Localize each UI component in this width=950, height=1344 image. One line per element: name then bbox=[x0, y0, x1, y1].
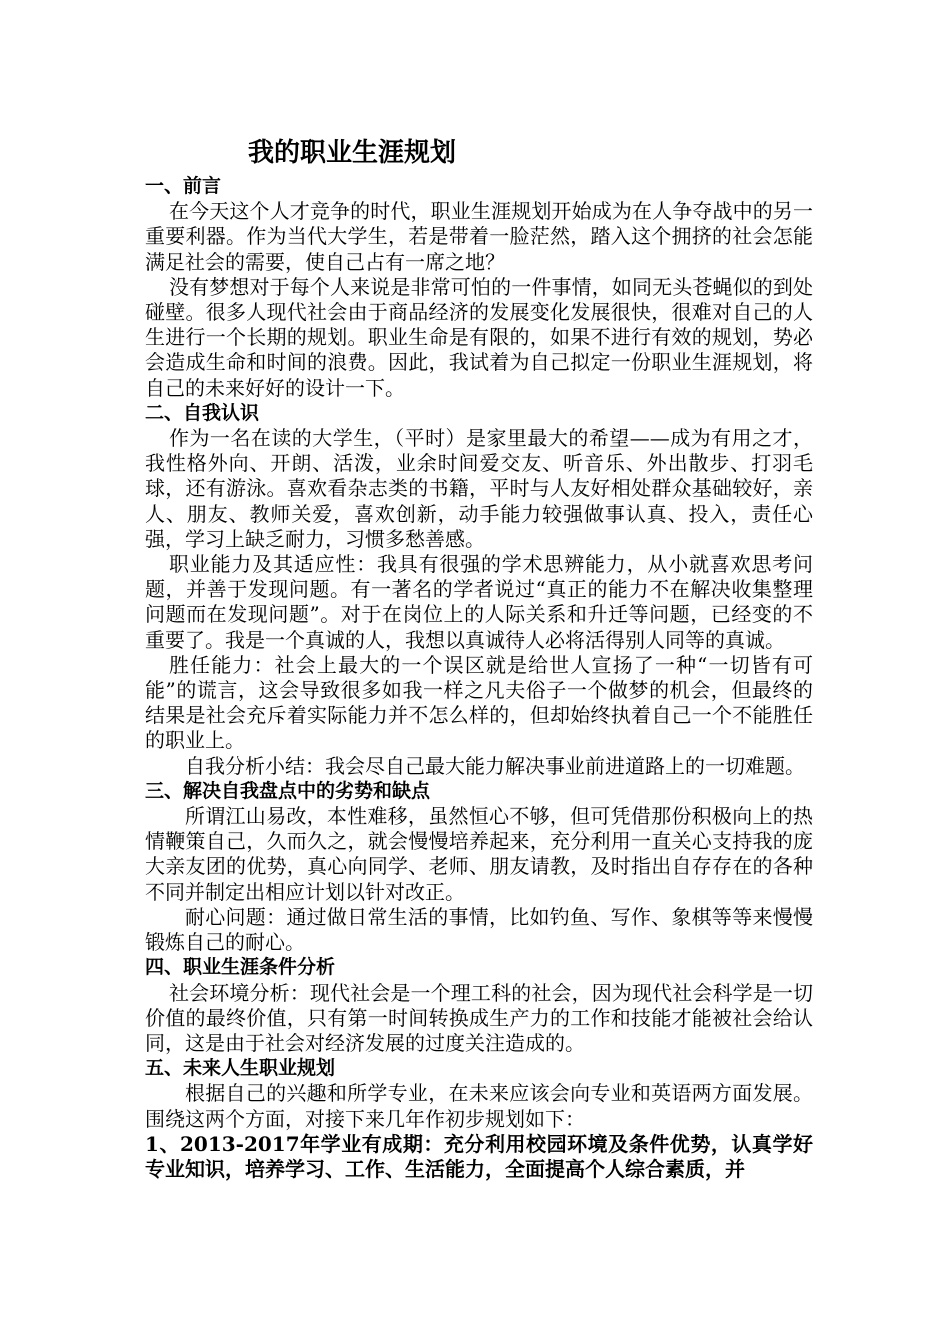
paragraph: 职业能力及其适应性：我具有很强的学术思辨能力，从小就喜欢思考问题，并善于发现问题。有一著名的学者说过“真正的能力不在解决收集整理问题而在发现问题”。对于在岗位上的人际关系和升迁等问题，已经变的不重要了。我是一个真诚的人，我想以真诚待人必将活得别人同等的真诚。 bbox=[145, 552, 813, 652]
paragraph: 根据自己的兴趣和所学专业，在未来应该会向专业和英语两方面发展。围绕这两个方面，对接下来几年作初步规划如下： bbox=[145, 1081, 813, 1131]
section-heading-future-plan: 五、未来人生职业规划 bbox=[145, 1057, 336, 1080]
document-page bbox=[145, 130, 813, 1182]
paragraph: 耐心问题：通过做日常生活的事情，比如钓鱼、写作、象棋等等来慢慢锻炼自己的耐心。 bbox=[145, 904, 813, 955]
section-heading-weaknesses: 三、解决自我盘点中的劣势和缺点 bbox=[145, 779, 431, 802]
paragraph: 没有梦想对于每个人来说是非常可怕的一件事情，如同无头苍蝇似的到处碰壁。很多人现代社会由于商品经济的发展变化发展很快，很难对自己的人生进行一个长期的规划。职业生命是有限的，如果不进行有效的规划，势必会造成生命和时间的浪费。因此，我试着为自己拟定一份职业生涯规划，将自己的未来好好的设计一下。 bbox=[145, 274, 813, 400]
paragraph: 在今天这个人才竞争的时代，职业生涯规划开始成为在人争夺战中的另一重要利器。作为当代大学生，若是带着一脸茫然，踏入这个拥挤的社会怎能满足社会的需要，使自己占有一席之地？ bbox=[145, 199, 813, 274]
paragraph: 自我分析小结：我会尽自己最大能力解决事业前进道路上的一切难题。 bbox=[185, 753, 805, 778]
paragraph: 胜任能力：社会上最大的一个误区就是给世人宣扬了一种“一切皆有可能”的谎言，这会导致很多如我一样之凡夫俗子一个做梦的机会，但最终的结果是社会充斥着实际能力并不怎么样的，但却始终执着自己一个不能胜任的职业上。 bbox=[145, 652, 813, 753]
document-title: 我的职业生涯规划 bbox=[248, 138, 457, 168]
paragraph-plan-item: 1、2013-2017年学业有成期：充分利用校园环境及条件优势，认真学好专业知识，培养学习、工作、生活能力，全面提高个人综合素质，并 bbox=[145, 1131, 813, 1181]
paragraph: 所谓江山易改，本性难移，虽然恒心不够，但可凭借那份积极向上的热情鞭策自己，久而久之，就会慢慢培养起来，充分利用一直关心支持我的庞大亲友团的优势，真心向同学、老师、朋友请教，及时指出自存存在的各种不同并制定出相应计划以针对改正。 bbox=[145, 804, 813, 904]
paragraph: 作为一名在读的大学生，（平时）是家里最大的希望——成为有用之才，我性格外向、开朗、活泼，业余时间爱交友、听音乐、外出散步、打羽毛球，还有游泳。喜欢看杂志类的书籍，平时与人友好相处群众基础较好，亲人、朋友、教师关爱，喜欢创新，动手能力较强做事认真、投入，责任心强，学习上缺乏耐力，习惯多愁善感。 bbox=[145, 426, 813, 551]
section-heading-conditions: 四、职业生涯条件分析 bbox=[145, 956, 336, 979]
section-heading-self-knowledge: 二、自我认识 bbox=[145, 401, 260, 424]
section-heading-preface: 一、前言 bbox=[145, 175, 222, 197]
paragraph: 社会环境分析：现代社会是一个理工科的社会，因为现代社会科学是一切价值的最终价值，只有第一时间转换成生产力的工作和技能才能被社会给认同，这是由于社会对经济发展的过度关注造成的。 bbox=[145, 980, 813, 1055]
